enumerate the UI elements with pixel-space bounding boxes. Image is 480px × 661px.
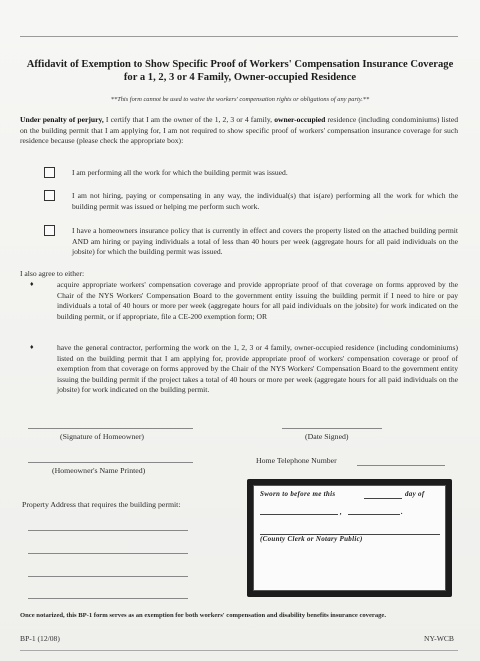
notary-stamp-box: [247, 479, 452, 597]
bullet-2-icon: ♦: [30, 343, 34, 351]
option-1-text: I am performing all the work for which the building permit was issued.: [72, 168, 288, 177]
date-signed-label: (Date Signed): [305, 432, 349, 441]
notary-comma: ,: [340, 508, 343, 516]
notary-period: .: [401, 508, 404, 516]
intro-bold-penalty: Under penalty of perjury,: [20, 115, 104, 124]
notary-day-line[interactable]: [364, 498, 402, 499]
home-telephone-label: Home Telephone Number: [256, 456, 337, 465]
option-3-text: I have a homeowners insurance policy that is currently in effect and covers the property listed on the attached building permit AND am hiring or paying individuals a total of less than 40 hours per week (aggregate hours for all paid individuals on the jobsite) for which the building permit was issued.: [72, 226, 458, 256]
agree-intro: I also agree to either:: [20, 269, 85, 278]
option-3-checkbox[interactable]: [44, 225, 55, 236]
notarized-footer-note: Once notarized, this BP-1 form serves as an exemption for both workers' compensation and disability benefits insurance coverage.: [20, 612, 386, 619]
property-address-label: Property Address that requires the building permit:: [22, 500, 181, 509]
form-title: Affidavit of Exemption to Show Specific Proof of Workers' Compensation Insurance Coverage for a 1, 2, 3 or 4 Family, Owner-occupied Residence: [26, 59, 454, 83]
intro-paragraph: [20, 115, 458, 147]
option-2-checkbox[interactable]: [44, 190, 55, 201]
notary-inner-panel: [253, 485, 446, 591]
date-signed-line[interactable]: [282, 428, 382, 429]
home-telephone-line[interactable]: [357, 465, 445, 466]
intro-text-2: residence (including condominiums) listed on the building permit that I am applying for, I am not required to show specific proof of workers' compensation insurance coverage for such residence because (please check the appropriate box):: [20, 115, 459, 145]
notary-month-line[interactable]: [260, 514, 338, 515]
intro-text-1: I certify that I am the owner of the 1, 2, 3 or 4 family,: [103, 115, 275, 124]
bullet-1-icon: ♦: [30, 280, 34, 288]
bullet-2-text: have the general contractor, performing the work on the 1, 2, 3 or 4 family, owner-occupied residence (including condominiums) listed on the building permit that I am applying for, provide appropriate proof of workers' compensation coverage or proof of exemption from that coverage on forms approved by the Chair of the NYS Workers' Compensation Board to the government entity issuing the building permit if the project takes a total of 40 hours or more per week (aggregate hours for all paid individuals on the jobsite) for work indicated on the building permit.: [57, 343, 458, 394]
option-2-text: I am not hiring, paying or compensating in any way, the individual(s) that is(are) performing all the work for which the building permit was issued or helping me perform such work.: [72, 191, 458, 211]
notary-clerk-label: (County Clerk or Notary Public): [260, 535, 363, 543]
printed-name-label: (Homeowner's Name Printed): [52, 466, 146, 475]
notary-year-line[interactable]: [348, 514, 400, 515]
signature-line[interactable]: [28, 428, 193, 429]
notary-sworn-text: Sworn to before me this: [260, 490, 336, 498]
option-1-checkbox[interactable]: [44, 167, 55, 178]
bullet-1-text: acquire appropriate workers' compensation coverage and provide appropriate proof of that coverage on forms approved by the Chair of the NYS Workers' Compensation Board to the government entity issuing the building permit if I need to hire or pay individuals a total of 40 hours or more per week (aggregate hours for all paid individuals on the jobsite) for work indicated on the building permit, or if appropriate, file a CE-200 exemption form; OR: [57, 280, 458, 321]
bottom-rule: [20, 650, 458, 651]
address-line-3[interactable]: [28, 576, 188, 577]
address-line-1[interactable]: [28, 530, 188, 531]
form-id: BP-1 (12/08): [20, 634, 60, 643]
printed-name-line[interactable]: [28, 462, 193, 463]
notary-day-of-text: day of: [405, 490, 425, 498]
form-subtitle: **This form cannot be used to waive the workers' compensation rights or obligations of any party.**: [110, 96, 370, 103]
address-line-2[interactable]: [28, 553, 188, 554]
signature-label: (Signature of Homeowner): [60, 432, 145, 441]
agency-code: NY-WCB: [424, 634, 454, 643]
top-rule: [20, 36, 458, 37]
intro-bold-owner-occupied: owner-occupied: [274, 115, 326, 124]
address-line-4[interactable]: [28, 598, 188, 599]
